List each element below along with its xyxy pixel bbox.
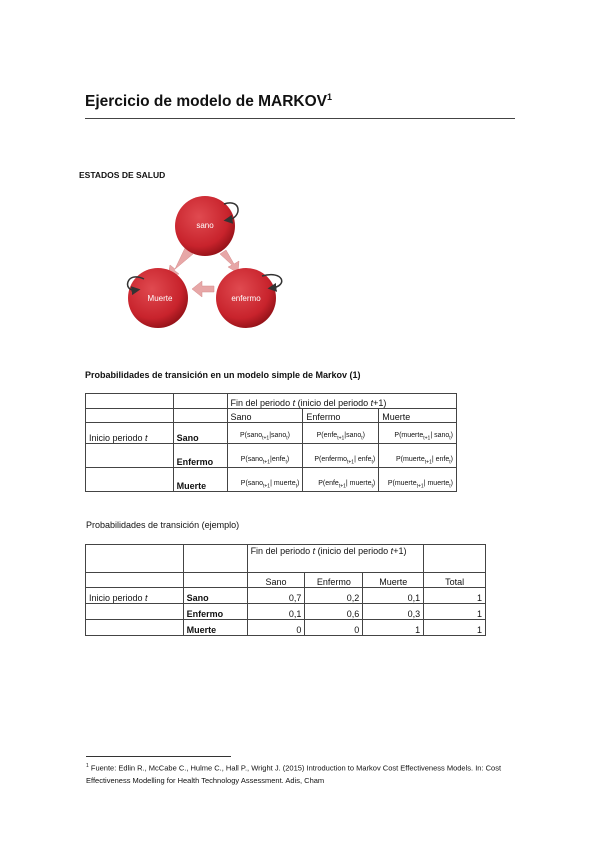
total-cell: 1	[424, 604, 486, 620]
footnote-rule	[86, 756, 231, 757]
prob-cell: P(muerte$_{t+1}$| muerte$_t$)	[379, 468, 457, 492]
footnote: $^1$ Fuente: Edlin R., McCabe C., Hulme C., Hall P., Wright J. (2015) Introduction to Markov Cost Effectiveness Models. In: Cost Effectiveness Modelling for Health Technology Assessment. Adis, Cham	[86, 763, 502, 785]
row-state: Muerte	[183, 620, 247, 636]
prob-cell: P(muerte$_{t+1}$| sano$_t$)	[379, 423, 457, 444]
value-cell: 0	[247, 620, 305, 636]
page-title: Ejercicio de modelo de MARKOV$^1$	[85, 92, 333, 111]
total-cell: 1	[424, 588, 486, 604]
title-rule	[85, 118, 515, 119]
value-cell: 0,2	[305, 588, 363, 604]
state-label-enfermo: enfermo	[231, 294, 261, 303]
prob-cell: P(sano$_{t+1}$|sano$_t$)	[227, 423, 303, 444]
prob-cell: P(enfe$_{t+1}$| muerte$_t$)	[303, 468, 379, 492]
row-header: Inicio periodo t	[86, 423, 174, 444]
row-state: Enfermo	[173, 444, 227, 468]
prob-cell: P(sano$_{t+1}$| muerte$_t$)	[227, 468, 303, 492]
col-header: Muerte	[363, 573, 424, 588]
col-header: Sano	[247, 573, 305, 588]
arrow-sano-to-enfermo	[220, 250, 239, 273]
arrow-enfermo-to-muerte	[192, 281, 214, 297]
row-state: Enfermo	[183, 604, 247, 620]
col-header: Enfermo	[303, 409, 379, 423]
markov-state-diagram	[120, 190, 300, 340]
table2-header: Fin del periodo t (inicio del periodo t+1)	[247, 545, 424, 573]
value-cell: 0	[305, 620, 363, 636]
value-cell: 0,7	[247, 588, 305, 604]
total-cell: 1	[424, 620, 486, 636]
prob-cell: P(muerte$_{t+1}$| enfe$_t$)	[379, 444, 457, 468]
col-header: Total	[424, 573, 486, 588]
state-label-muerte: Muerte	[147, 294, 173, 303]
table2-caption: Probabilidades de transición (ejemplo)	[86, 520, 240, 530]
row-header: Inicio periodo t	[86, 588, 184, 604]
section-heading: ESTADOS DE SALUD	[79, 170, 166, 180]
table-row	[86, 588, 486, 604]
table-row	[86, 620, 486, 636]
row-state: Muerte	[173, 468, 227, 492]
prob-cell: P(sano$_{t+1}$|enfe$_t$)	[227, 444, 303, 468]
prob-cell: P(enfe$_{t+1}$|sano$_t$)	[303, 423, 379, 444]
prob-cell: P(enfermo$_{t+1}$| enfe$_t$)	[303, 444, 379, 468]
transition-prob-table-symbolic	[85, 393, 457, 492]
row-state: Sano	[173, 423, 227, 444]
value-cell: 0,1	[247, 604, 305, 620]
col-header: Sano	[227, 409, 303, 423]
table-row	[86, 444, 457, 468]
value-cell: 1	[363, 620, 424, 636]
value-cell: 0,3	[363, 604, 424, 620]
table-row	[86, 423, 457, 444]
col-header: Muerte	[379, 409, 457, 423]
transition-prob-table-example	[85, 544, 486, 636]
value-cell: 0,6	[305, 604, 363, 620]
col-header: Enfermo	[305, 573, 363, 588]
value-cell: 0,1	[363, 588, 424, 604]
table1-caption: Probabilidades de transición en un modelo simple de Markov (1)	[85, 370, 361, 380]
table-row	[86, 468, 457, 492]
footnote-ref: 1	[327, 92, 333, 102]
row-state: Sano	[183, 588, 247, 604]
table-row	[86, 604, 486, 620]
state-label-sano: sano	[196, 221, 214, 230]
table1-header: Fin del periodo t (inicio del periodo t+1)	[227, 394, 456, 409]
